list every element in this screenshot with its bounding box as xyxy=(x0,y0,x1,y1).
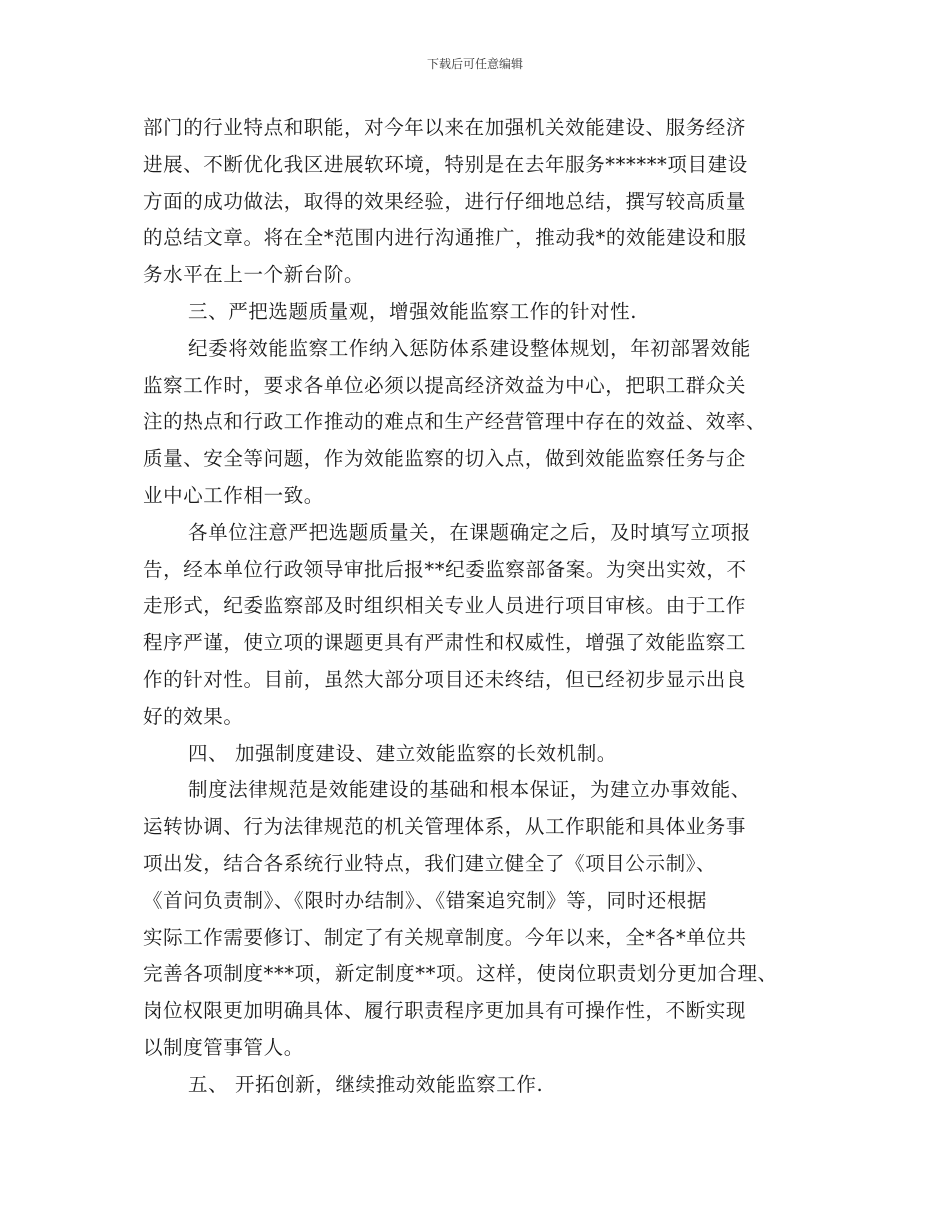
text-line: 各单位注意严把选题质量关，在课题确定之后，及时填写立项报 xyxy=(188,520,751,544)
section-heading: 五、 开拓创新，继续推动效能监察工作. xyxy=(188,1072,544,1096)
text-line: 的总结文章。将在全*范围内进行沟通推广，推动我*的效能建设和服 xyxy=(143,226,747,250)
text-line: 走形式，纪委监察部及时组织相关专业人员进行项目审核。由于工作 xyxy=(143,594,747,618)
text-line: 岗位权限更加明确具体、履行职责程序更加具有可操作性，不断实现 xyxy=(143,999,747,1023)
text-line: 部门的行业特点和职能，对今年以来在加强机关效能建设、服务经济 xyxy=(143,116,747,139)
text-line: 告，经本单位行政领导审批后报**纪委监察部备案。为突出实效，不 xyxy=(143,557,747,581)
text-line: 注的热点和行政工作推动的难点和生产经营管理中存在的效益、效率、 xyxy=(143,410,767,434)
text-line: 以制度管事管人。 xyxy=(143,1035,304,1059)
text-line: 纪委将效能监察工作纳入惩防体系建设整体规划，年初部署效能 xyxy=(188,336,751,360)
text-line: 完善各项制度***项，新定制度**项。这样，使岗位职责划分更加合理、 xyxy=(143,962,778,986)
text-line: 监察工作时，要求各单位必须以提高经济效益为中心，把职工群众关 xyxy=(143,373,747,397)
text-line: 进展、不断优化我区进展软环境，特别是在去年服务******项目建设 xyxy=(143,152,748,176)
text-line: 作的针对性。目前，虽然大部分项目还未终结，但已经初步显示出良 xyxy=(143,667,747,691)
text-line: 《首问负责制》、《限时办结制》、《错案追究制》等，同时还根据 xyxy=(143,888,708,912)
text-line: 实际工作需要修订、制定了有关规章制度。今年以来，全*各*单位共 xyxy=(143,925,747,949)
text-line: 方面的成功做法，取得的效果经验，进行仔细地总结，撰写较高质量 xyxy=(143,189,747,213)
text-line: 务水平在上一个新台阶。 xyxy=(143,263,365,287)
text-line: 质量、安全等问题，作为效能监察的切入点，做到效能监察任务与企 xyxy=(143,447,747,471)
text-line: 程序严谨，使立项的课题更具有严肃性和权威性，增强了效能监察工 xyxy=(143,631,747,655)
section-heading: 四、 加强制度建设、建立效能监察的长效机制。 xyxy=(188,741,617,765)
text-line: 项出发，结合各系统行业特点，我们建立健全了《项目公示制》、 xyxy=(143,851,717,875)
text-line: 好的效果。 xyxy=(143,704,244,728)
text-line: 运转协调、行为法律规范的机关管理体系，从工作职能和具体业务事 xyxy=(143,815,747,839)
text-line: 制度法律规范是效能建设的基础和根本保证，为建立办事效能、 xyxy=(188,778,751,802)
page-header: 下载后可任意编辑 xyxy=(426,57,523,71)
document-body xyxy=(143,110,823,1104)
text-line: 业中心工作相一致。 xyxy=(143,483,324,507)
section-heading: 三、严把选题质量观，增强效能监察工作的针对性. xyxy=(188,299,637,323)
